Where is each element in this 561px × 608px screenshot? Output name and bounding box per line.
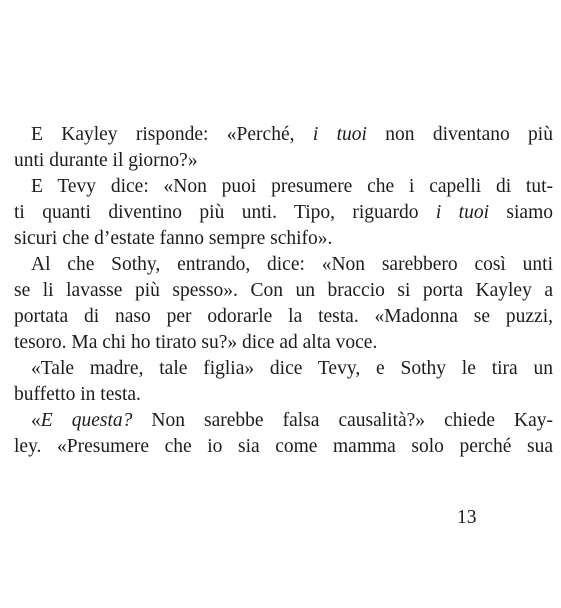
text-segment: portata di naso per odorarle la testa. «Madonna se puzzi,: [14, 306, 553, 327]
text-line: [14, 304, 553, 330]
text-segment: E Tevy dice: «Non puoi presumere che i capelli di tut-: [31, 176, 553, 197]
text-segment: E Kayley risponde: «Perché,: [31, 124, 313, 145]
page-number: 13: [457, 507, 477, 528]
text-segment: Non sarebbe falsa causalità?» chiede Kay-: [132, 410, 553, 431]
text-line: [14, 174, 553, 200]
text-line: [14, 226, 553, 252]
italic-text: i tuoi: [312, 124, 367, 145]
text-line: [14, 382, 553, 408]
text-segment: «Tale madre, tale figlia» dice Tevy, e Sothy le tira un: [31, 358, 553, 379]
text-segment: ti quanti diventino più unti. Tipo, riguardo: [14, 202, 436, 223]
text-segment: ley. «Presumere che io sia come mamma solo perché sua: [14, 436, 553, 457]
page-body: [14, 122, 553, 460]
text-segment: Al che Sothy, entrando, dice: «Non sarebbero così unti: [31, 254, 553, 275]
text-segment: non diventano più: [366, 124, 553, 145]
text-line: [14, 252, 553, 278]
text-line: [14, 408, 553, 434]
text-segment: «: [31, 410, 41, 431]
text-segment: unti durante il giorno?»: [14, 150, 198, 171]
text-segment: se li lavasse più spesso». Con un braccio si porta Kayley a: [14, 280, 553, 301]
text-line: [14, 200, 553, 226]
text-segment: tesoro. Ma chi ho tirato su?» dice ad alta voce.: [14, 332, 378, 353]
italic-text: E questa?: [40, 410, 133, 431]
text-line: [14, 278, 553, 304]
text-segment: siamo: [489, 202, 553, 223]
italic-text: i tuoi: [435, 202, 490, 223]
text-line: [14, 356, 553, 382]
text-line: [14, 434, 553, 460]
text-line: [14, 330, 553, 356]
text-segment: sicuri che d’estate fanno sempre schifo».: [14, 228, 333, 249]
text-segment: buffetto in testa.: [14, 384, 141, 405]
text-line: [14, 122, 553, 148]
text-line: [14, 148, 553, 174]
